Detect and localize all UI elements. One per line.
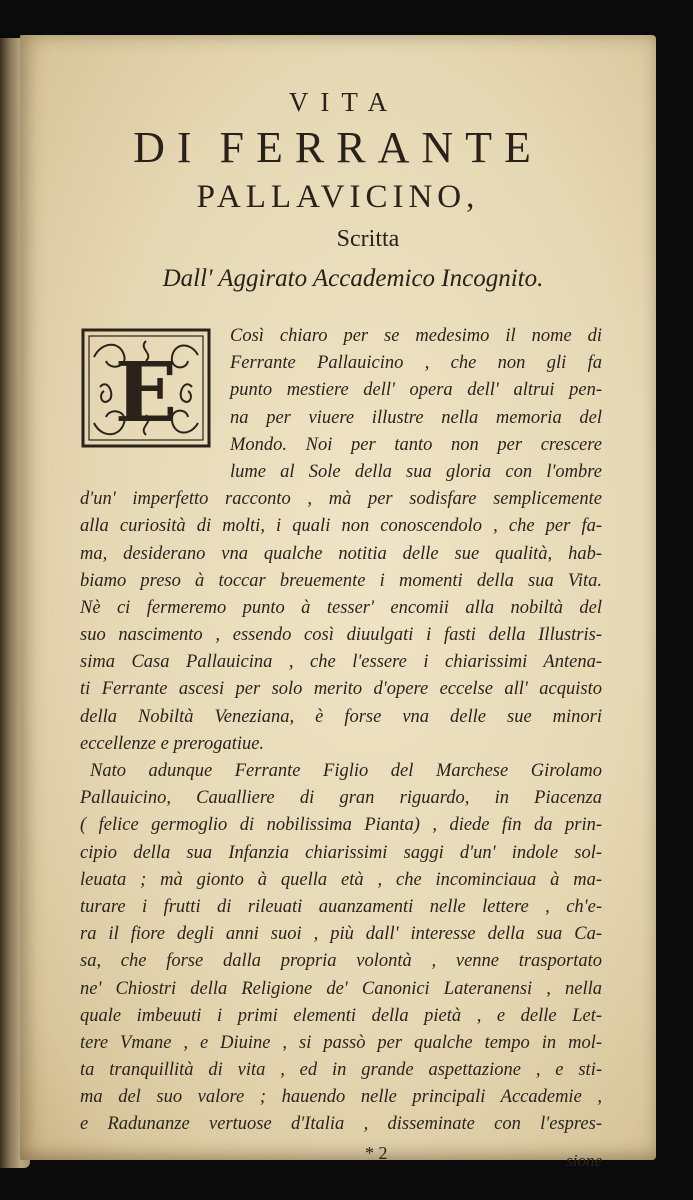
page-footer: [80, 1143, 602, 1173]
text-line: cipio della sua Infanzia chiarissimi saggi d'un' indole sol-: [80, 842, 602, 863]
text-line: e Radunanze vertuose d'Italia , disseminate con l'espres-: [80, 1114, 602, 1135]
title-di: DI: [133, 123, 204, 172]
text-line: lume al Sole della sua gloria con l'ombre: [230, 461, 602, 482]
text-line: ne' Chiostri della Religione de' Canonici Lateranensi , nella: [80, 978, 602, 999]
title-pallavicino: PALLAVICINO,: [196, 179, 480, 215]
title-author: Dall' Aggirato Accademico Incognito.: [162, 265, 544, 292]
title-di-ferrante: [20, 123, 656, 173]
text-line: ta tranquillità di vita , ed in grande aspettazione , e sti-: [80, 1060, 602, 1081]
text-line: tere Vmane , e Diuine , si passò per qualche tempo in mol-: [80, 1032, 602, 1053]
text-line: turare i frutti di rileuati auanzamenti nelle lettere , ch'e-: [80, 896, 602, 917]
text-line: na per viuere illustre nella memoria del: [230, 407, 602, 428]
text-line: Nè ci fermeremo punto à tesser' encomii alla nobiltà del: [80, 597, 602, 618]
catchword: sione: [566, 1151, 602, 1170]
body-text: [80, 323, 602, 1139]
text-line: punto mestiere dell' opera dell' altrui pen-: [230, 380, 602, 401]
text-line: alla curiosità di molti, i quali non conoscendolo , che per fa-: [80, 516, 602, 537]
text-line: ma del suo valore ; hauendo nelle principali Accademie ,: [80, 1087, 602, 1108]
text-line: ( felice germoglio di nobilissima Pianta) , diede fin da prin-: [80, 815, 602, 836]
title-ferrante: FERRANTE: [219, 123, 543, 172]
signature-mark: * 2: [365, 1143, 388, 1163]
text-line: Mondo. Noi per tanto non per crescere: [230, 434, 602, 455]
title-block: [20, 85, 656, 299]
text-line: biamo preso à toccar breuemente i momenti della sua Vita.: [80, 570, 602, 591]
text-line: d'un' imperfetto racconto , mà per sodisfare semplicemente: [80, 489, 602, 510]
text-line: sa, che forse dalla propria volontà , venne trasportato: [80, 951, 602, 972]
text-line: leuata ; mà gionto à quella età , che incominciaua à ma-: [80, 869, 602, 890]
text-line: Pallauicino, Caualliere di gran riguardo, in Piacenza: [80, 788, 602, 809]
text-line: Ferrante Pallauicino , che non gli fa: [230, 353, 602, 374]
text-line: Così chiaro per se medesimo il nome di: [230, 326, 602, 346]
dropcap-letter: E: [114, 345, 178, 441]
title-vita: VITA: [288, 87, 400, 117]
text-line: ra il fiore degli anni suoi , più dall' interesse della sua Ca-: [80, 924, 602, 945]
text-line: ti Ferrante ascesi per solo merito d'opere eccelse all' acquisto: [80, 679, 602, 700]
book-page: [20, 35, 656, 1170]
text-line: sima Casa Pallauicina , che l'essere i chiarissimi Antena-: [80, 652, 602, 673]
text-line: eccellenze e prerogatiue.: [80, 733, 265, 754]
text-line: Nato adunque Ferrante Figlio del Marchese Girolamo: [90, 761, 602, 781]
title-scritta: Scritta: [336, 226, 400, 252]
text-line: quale imbeuuti i primi elementi della pietà , e delle Let-: [80, 1005, 602, 1026]
text-line: ma, desiderano vna qualche notitia delle sue qualità, hab-: [80, 543, 602, 564]
text-line: della Nobiltà Veneziana, è forse vna delle sue minori: [80, 706, 602, 727]
text-line: suo nascimento , essendo così diuulgati i fasti della Illustris-: [80, 625, 602, 646]
